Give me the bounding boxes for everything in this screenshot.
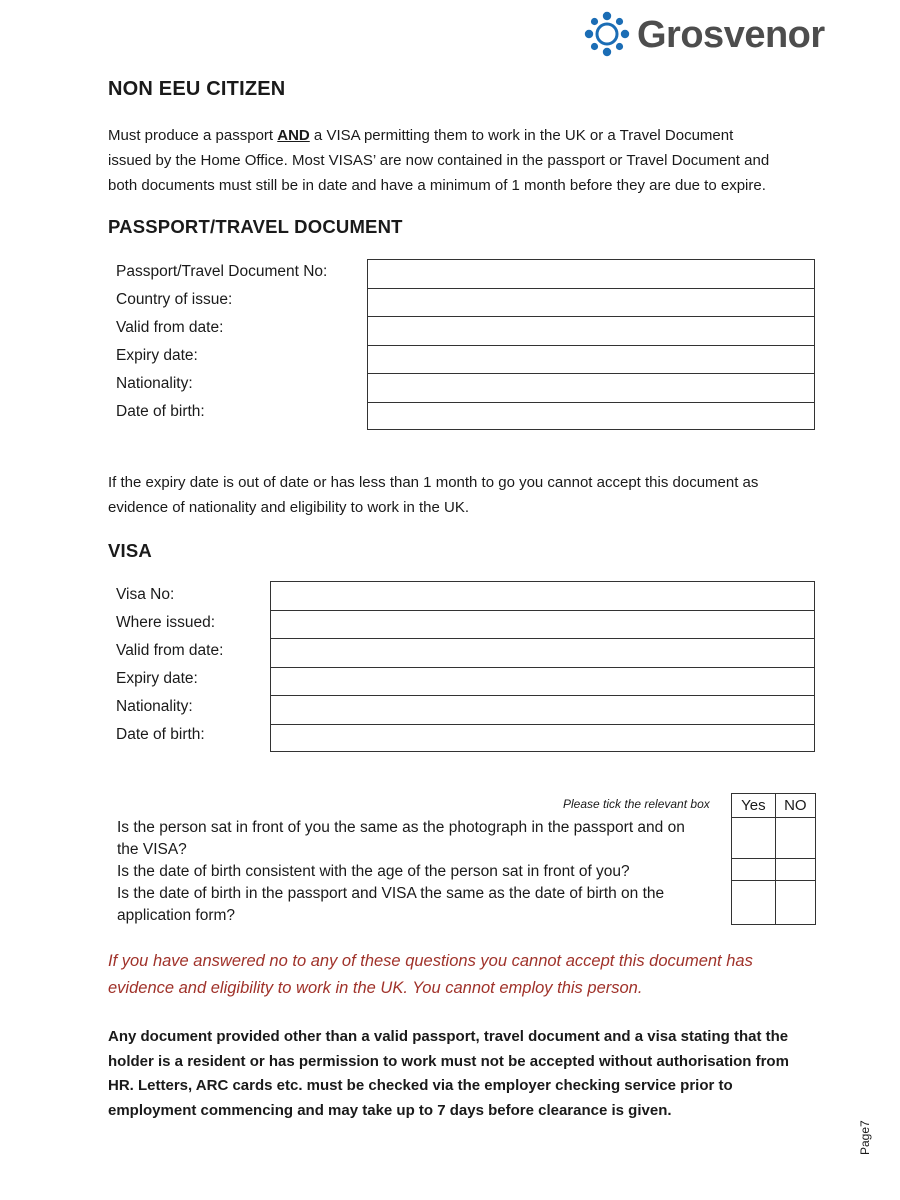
visa-section-title: VISA [108,540,152,561]
visa-label: Expiry date: [116,670,198,687]
warning-line-1: If you have answered no to any of these questions you cannot accept this document has [108,952,753,970]
q3-yes-checkbox[interactable] [732,881,776,925]
brand-name: Grosvenor [637,14,825,56]
authorisation-note [108,1025,848,1123]
grosvenor-logo [583,10,833,62]
passport-dob-field[interactable] [368,403,814,431]
visa-valid-from-field[interactable] [271,639,814,668]
visa-dob-field[interactable] [271,725,814,753]
country-of-issue-field[interactable] [368,289,814,318]
passport-section-title: PASSPORT/TRAVEL DOCUMENT [108,216,403,237]
q2-yes-checkbox[interactable] [732,859,776,881]
intro-line-3: both documents must still be in date and have a minimum of 1 month before they are due to expire. [108,177,766,194]
no-column-header: NO [775,794,815,818]
passport-expiry-field[interactable] [368,346,814,375]
passport-label: Expiry date: [116,347,198,364]
page-title: NON EEU CITIZEN [108,78,286,100]
visa-label: Date of birth: [116,726,205,743]
passport-label: Passport/Travel Document No: [116,263,328,280]
intro-line-1: Must produce a passport AND a VISA permitting them to work in the UK or a Travel Document [108,127,734,144]
warning-line-2: evidence and eligibility to work in the UK. You cannot employ this person. [108,979,643,997]
expiry-note-line-2: evidence of nationality and eligibility to work in the UK. [108,499,470,516]
q2-no-checkbox[interactable] [775,859,815,881]
visa-nationality-field[interactable] [271,696,814,725]
visa-label: Nationality: [116,698,193,715]
visa-number-field[interactable] [271,582,814,611]
expiry-note-line-1: If the expiry date is out of date or has less than 1 month to go you cannot accept this document as [108,474,759,491]
tick-instruction: Please tick the relevant box [563,797,710,811]
passport-label: Nationality: [116,375,193,392]
intro-paragraph [108,123,848,198]
passport-label: Valid from date: [116,319,224,336]
passport-nationality-field[interactable] [368,374,814,403]
question-3: Is the date of birth in the passport and VISA the same as the date of birth on the application form? [117,885,665,924]
authorisation-line-2: holder is a resident or has permission to work must not be accepted without authorisation from [108,1052,789,1070]
visa-label: Visa No: [116,586,175,603]
passport-input-box [367,259,815,430]
visa-labels [116,581,266,749]
passport-labels [116,258,361,426]
intro-line-2: issued by the Home Office. Most VISAS’ are now contained in the passport or Travel Document and [108,152,770,169]
passport-label: Country of issue: [116,291,233,308]
yes-column-header: Yes [732,794,776,818]
intro-emphasis: AND [277,127,310,144]
passport-label: Date of birth: [116,403,205,420]
visa-where-issued-field[interactable] [271,611,814,640]
page-number: Page7 [858,1120,872,1155]
authorisation-line-1: Any document provided other than a valid passport, travel document and a visa stating that the [108,1028,789,1045]
grosvenor-emblem-icon [583,10,631,58]
authorisation-line-3: HR. Letters, ARC cards etc. must be checked via the employer checking service prior to [108,1077,733,1094]
warning-message [108,948,848,1002]
visa-label: Valid from date: [116,642,224,659]
question-2: Is the date of birth consistent with the age of the person sat in front of you? [117,863,630,880]
tick-table [731,793,816,925]
check-questions [117,817,727,927]
visa-label: Where issued: [116,614,216,631]
expiry-note [108,470,848,520]
visa-input-box [270,581,815,752]
passport-number-field[interactable] [368,260,814,289]
q1-yes-checkbox[interactable] [732,818,776,859]
authorisation-line-4: employment commencing and may take up to 7 days before clearance is given. [108,1101,672,1119]
passport-valid-from-field[interactable] [368,317,814,346]
q1-no-checkbox[interactable] [775,818,815,859]
q3-no-checkbox[interactable] [775,881,815,925]
visa-expiry-field[interactable] [271,668,814,697]
question-1: Is the person sat in front of you the same as the photograph in the passport and on the VISA? [117,819,685,858]
